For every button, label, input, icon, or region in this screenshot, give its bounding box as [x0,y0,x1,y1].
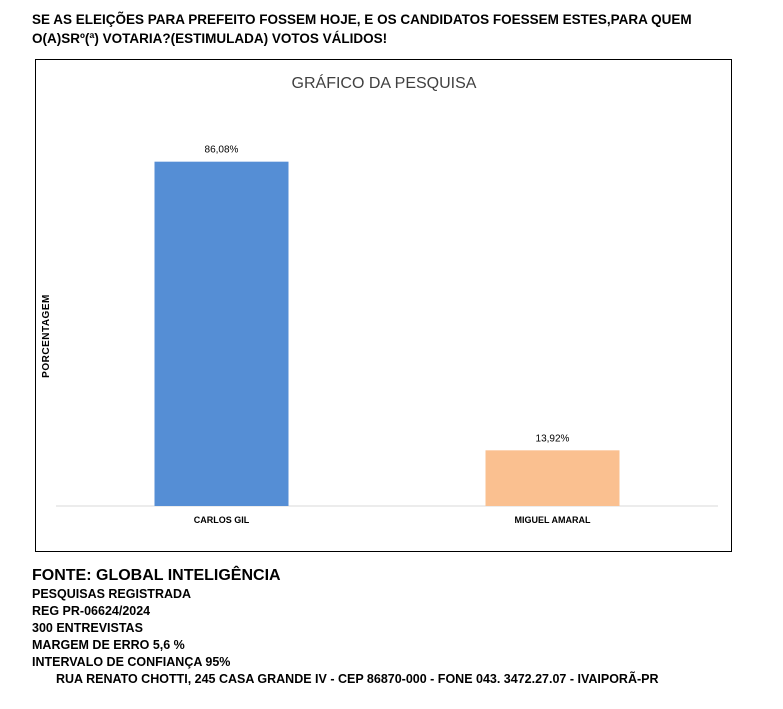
source-line: FONTE: GLOBAL INTELIGÊNCIA [32,567,281,584]
confidence-interval: INTERVALO DE CONFIANÇA 95% [32,655,231,669]
registration-status: PESQUISAS REGISTRADA [32,587,192,601]
margin-of-error: MARGEM DE ERRO 5,6 % [32,638,185,652]
bars-group [155,145,620,525]
registration-number: REG PR-06624/2024 [32,604,151,618]
address-line: RUA RENATO CHOTTI, 245 CASA GRANDE IV - CEP 86870-000 - FONE 043. 3472.27.07 - IVAIPORÃ-PR [56,672,659,686]
category-label-0: CARLOS GIL [193,515,250,525]
bar-0 [155,162,289,506]
data-label-1: 13,92% [535,433,570,445]
data-label-0: 86,08% [204,144,239,156]
chart-title: GRÁFICO DA PESQUISA [291,75,477,92]
survey-question: SE AS ELEIÇÕES PARA PREFEITO FOSSEM HOJE, E OS CANDIDATOS FOESSEM ESTES,PARA QUEM O(A)SRº(ª) VOTARIA?(ESTIMULADA) VOTOS VÁLIDOS! [32,12,692,46]
y-axis-label: PORCENTAGEM [41,294,52,378]
category-label-1: MIGUEL AMARAL [514,515,591,525]
footer [32,566,752,688]
chart-area [35,59,732,552]
bar-1 [486,450,620,506]
bar-chart [36,60,731,551]
interviews-count: 300 ENTREVISTAS [32,621,143,635]
